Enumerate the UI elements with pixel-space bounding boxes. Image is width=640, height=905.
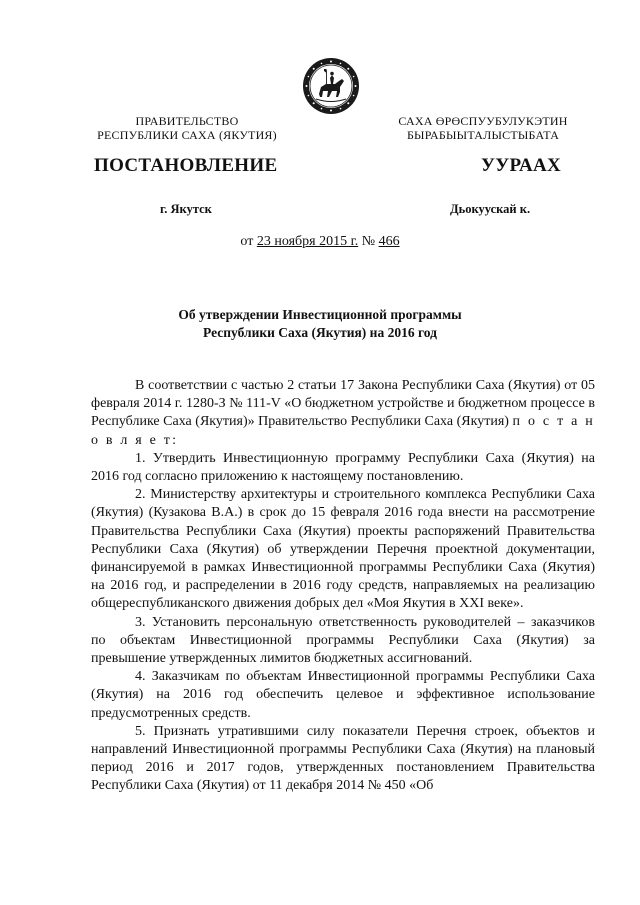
document-date: 23 ноября 2015 г. — [256, 234, 359, 249]
city-ru: г. Якутск — [160, 202, 212, 216]
document-number: 466 — [378, 234, 400, 249]
date-line — [0, 234, 640, 250]
city-sakha: Дьокуускай к. — [450, 202, 531, 216]
paragraph-2: 2. Министерству архитектуры и строительного комплекса Республики Саха (Якутия) (Кузакова В.А.) в срок до 15 февраля 2016 года внести на рассмотрение Правительства Республики Саха (Якутия) проекты распоряжений Правительства Республики Саха (Якутия) об утверждении Перечня проектной документации, финансируемой в рамках Инвестиционной программы Республики Саха (Якутия) на 2016 год, и распределении в 2016 году средств, направляемых на реализацию общереспубликанского движения добрых дел «Моя Якутия в XXI веке». — [91, 487, 595, 612]
number-prefix: № — [358, 234, 379, 249]
government-name-sakha-line1: САХА ӨРӨСПУУБУЛУКЭТИН — [398, 114, 568, 128]
government-name-line2: РЕСПУБЛИКИ САХА (ЯКУТИЯ) — [97, 128, 277, 142]
decree-word: п о с т а н о в л я е т: — [91, 414, 596, 448]
document-title — [0, 306, 640, 342]
government-name-sakha-line2: БЫРАБЫЫТАЛЫСТЫБАТА — [406, 128, 560, 142]
government-name-sakha — [368, 114, 598, 142]
doc-type-sakha: УУРААХ — [481, 155, 562, 176]
date-prefix: от — [240, 234, 257, 249]
doc-type-ru: ПОСТАНОВЛЕНИЕ — [94, 155, 278, 176]
intro-text: В соответствии с частью 2 статьи 17 Закона Республики Саха (Якутия) от 05 февраля 2014 г. 1280-З № 111-V «О бюджетном устройстве и бюджетном процессе в Республике Саха (Якутия)» Правительство Республики Саха (Якутия) — [91, 378, 595, 430]
intro-paragraph — [91, 377, 595, 450]
document-title-line1: Об утверждении Инвестиционной программы — [178, 307, 462, 322]
paragraph-1: 1. Утвердить Инвестиционную программу Республики Саха (Якутия) на 2016 год согласно приложению к настоящему постановлению. — [91, 450, 595, 485]
paragraph-3: 3. Установить персональную ответственность руководителей – заказчиков по объектам Инвестиционной программы Республики Саха (Якутия) за превышение утвержденных лимитов бюджетных ассигнований. — [91, 614, 595, 667]
document-title-line2: Республики Саха (Якутия) на 2016 год — [203, 325, 437, 340]
paragraph-5: 5. Признать утратившими силу показатели Перечня строек, объектов и направлений Инвестиционной программы Республики Саха (Якутия) на плановый период 2016 и 2017 годов, утвержденных постановлением Правительства Республики Саха (Якутия) от 11 декабря 2014 № 450 «Об — [91, 723, 595, 794]
government-name-ru — [82, 114, 292, 142]
document-body — [91, 377, 595, 796]
government-name-line1: ПРАВИТЕЛЬСТВО — [135, 114, 239, 128]
coat-of-arms-sakha-icon — [302, 57, 360, 115]
paragraph-4: 4. Заказчикам по объектам Инвестиционной программы Республики Саха (Якутия) на 2016 год обеспечить целевое и эффективное использование предусмотренных средств. — [91, 669, 595, 721]
